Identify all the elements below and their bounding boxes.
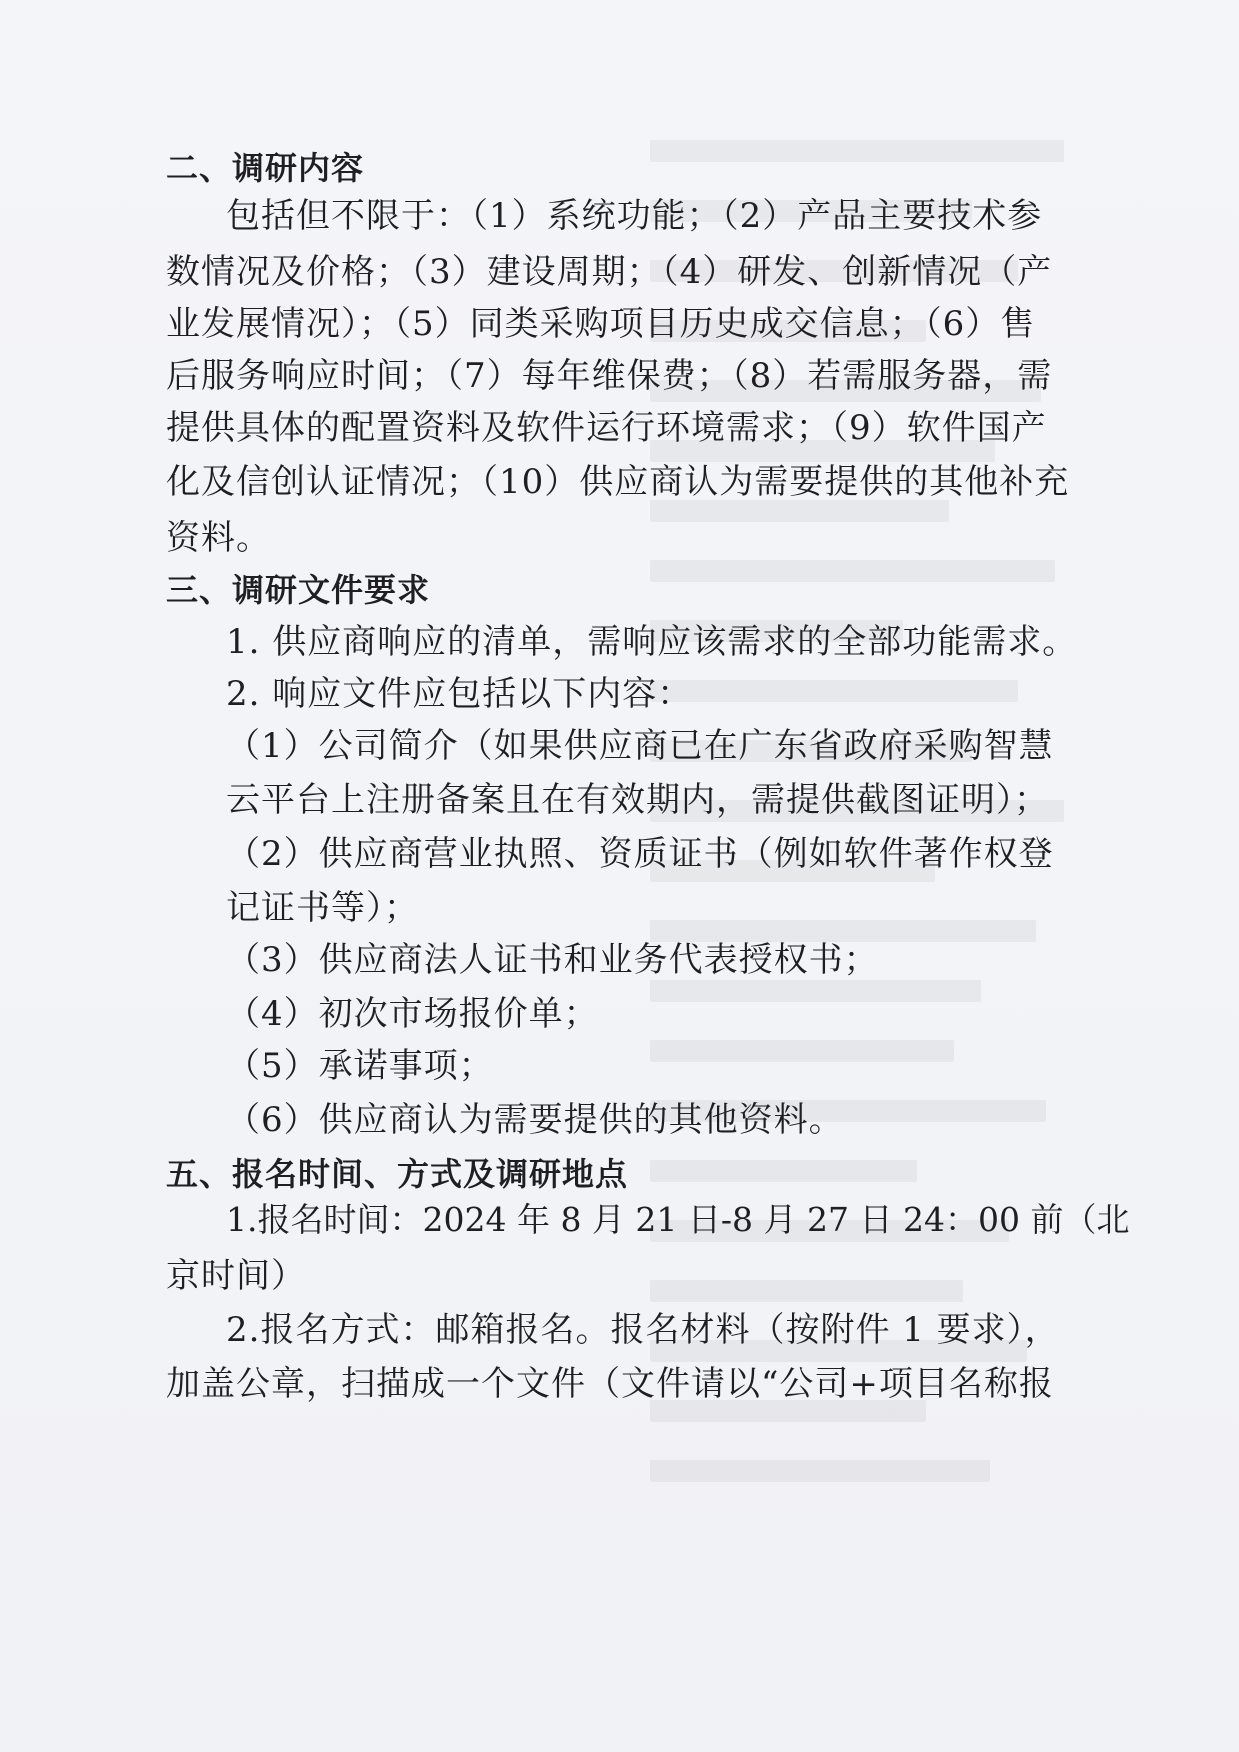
paragraph-line: 资料。 (166, 518, 271, 558)
paragraph-line: 1. 供应商响应的清单，需响应该需求的全部功能需求。 (226, 622, 1078, 662)
paragraph-line: （6）供应商认为需要提供的其他资料。 (226, 1100, 844, 1140)
paragraph-line: 数情况及价格；（3）建设周期；（4）研发、创新情况（产 (166, 252, 1053, 292)
paragraph-line: （1）公司简介（如果供应商已在广东省政府采购智慧 (226, 726, 1054, 766)
section-heading: 二、调研内容 (166, 149, 365, 187)
paragraph-line: 2. 响应文件应包括以下内容： (226, 674, 693, 714)
paragraph-line: （3）供应商法人证书和业务代表授权书； (226, 940, 879, 980)
paragraph-line: 化及信创认证情况；（10）供应商认为需要提供的其他补充 (166, 462, 1070, 502)
paragraph-line: 2.报名方式：邮箱报名。报名材料（按附件 1 要求）， (226, 1310, 1060, 1350)
section-heading: 三、调研文件要求 (166, 571, 431, 609)
section-heading: 五、报名时间、方式及调研地点 (166, 1155, 629, 1193)
paragraph-line: 加盖公章，扫描成一个文件（文件请以“公司+项目名称报 (166, 1364, 1054, 1404)
paragraph-line: （4）初次市场报价单； (226, 994, 599, 1034)
paragraph-line: 1.报名时间：2024 年 8 月 21 日-8 月 27 日 24：00 前（北 (226, 1200, 1130, 1239)
paragraph-line: 记证书等）； (226, 888, 419, 928)
paragraph-line: （5）承诺事项； (226, 1046, 494, 1086)
paragraph-line: 云平台上注册备案且在有效期内，需提供截图证明）； (226, 780, 1049, 820)
paragraph-line: 提供具体的配置资料及软件运行环境需求；（9）软件国产 (166, 408, 1047, 448)
paragraph-line: 业发展情况）；（5）同类采购项目历史成交信息；（6）售 (166, 304, 1036, 344)
paragraph-line: 包括但不限于：（1）系统功能；（2）产品主要技术参 (226, 196, 1043, 236)
paragraph-line: 后服务响应时间；（7）每年维保费；（8）若需服务器，需 (166, 356, 1053, 396)
paragraph-line: 京时间） (166, 1256, 306, 1296)
paragraph-line: （2）供应商营业执照、资质证书（例如软件著作权登 (226, 834, 1054, 874)
